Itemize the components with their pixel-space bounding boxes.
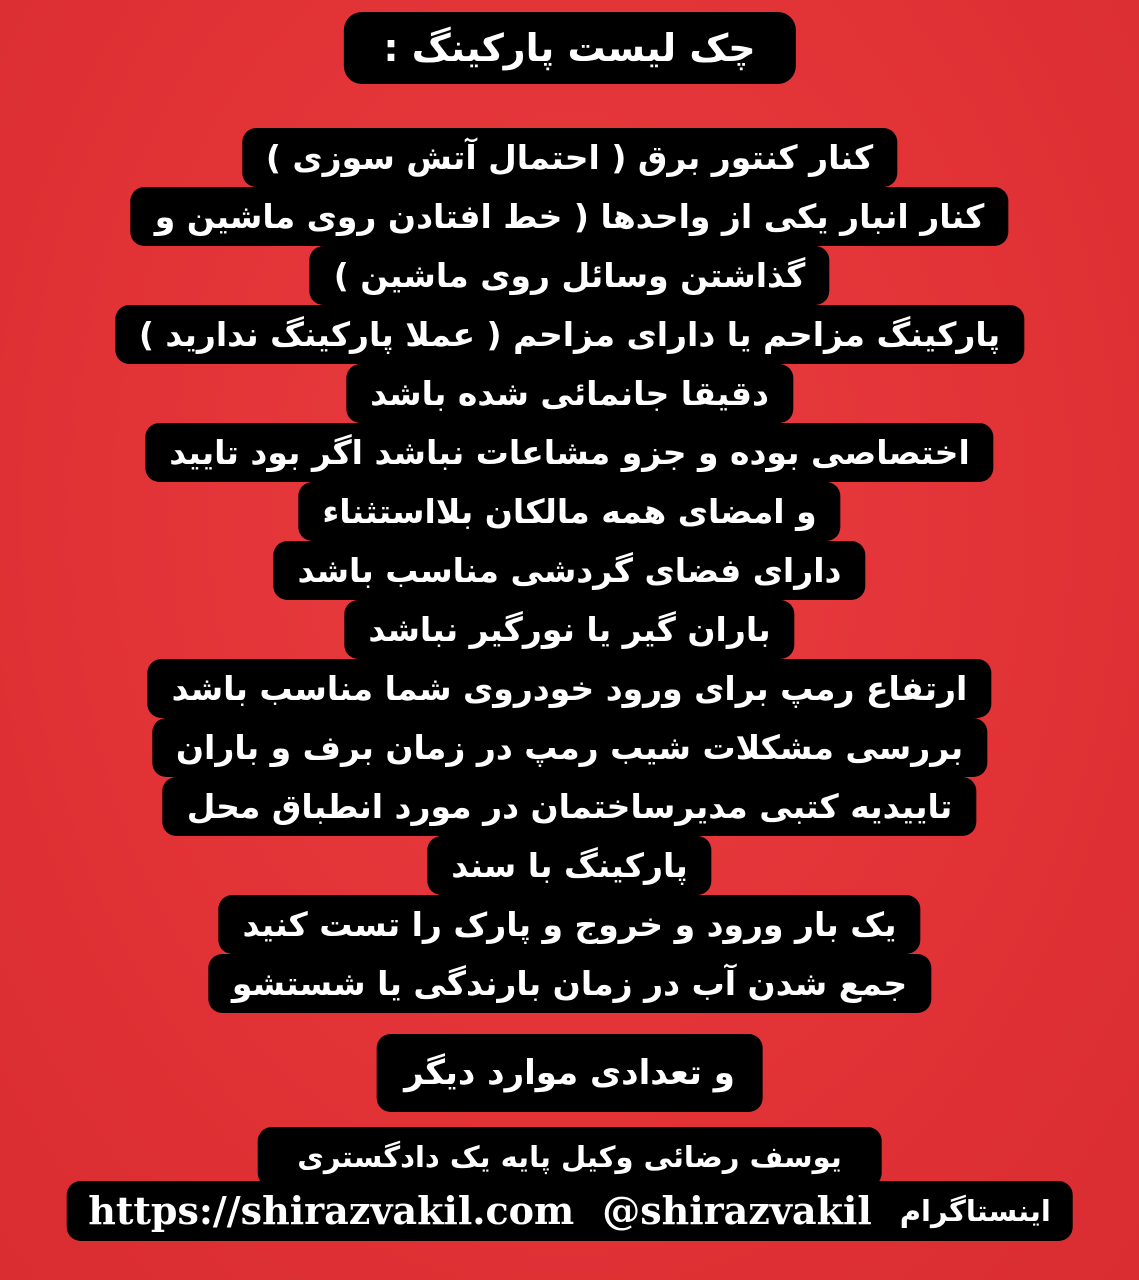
more-items-note: و تعدادی موارد دیگر [376, 1034, 763, 1112]
checklist [115, 128, 1024, 1013]
checklist-line: ارتفاع رمپ برای ورود خودروی شما مناسب باشد [148, 659, 992, 718]
checklist-line: کنار انبار یکی از واحدها ( خط افتادن روی ماشین و [131, 187, 1009, 246]
checklist-line: و امضای همه مالکان بلااستثناء [298, 482, 840, 541]
checklist-line: باران گیر یا نورگیر نباشد [344, 600, 794, 659]
checklist-line: بررسی مشکلات شیب رمپ در زمان برف و باران [152, 718, 987, 777]
more-block [376, 1034, 763, 1112]
checklist-line: پارکینگ مزاحم یا دارای مزاحم ( عملا پارکینگ ندارید ) [115, 305, 1024, 364]
instagram-handle[interactable]: @shirazvakil [602, 1188, 872, 1233]
checklist-line: گذاشتن وسائل روی ماشین ) [310, 246, 830, 305]
footer [66, 1127, 1073, 1241]
checklist-line: کنار کنتور برق ( احتمال آتش سوزی ) [242, 128, 897, 187]
contact-line [66, 1181, 1073, 1241]
checklist-line: دقیقا جانمائی شده باشد [346, 364, 793, 423]
page-title: چک لیست پارکینگ : [343, 12, 795, 84]
checklist-line: اختصاصی بوده و جزو مشاعات نباشد اگر بود تایید [145, 423, 994, 482]
checklist-line: جمع شدن آب در زمان بارندگی یا شستشو [208, 954, 931, 1013]
checklist-line: دارای فضای گردشی مناسب باشد [274, 541, 866, 600]
checklist-line: یک بار ورود و خروج و پارک را تست کنید [219, 895, 921, 954]
title-block [343, 12, 795, 84]
instagram-label: اینستاگرام [899, 1194, 1051, 1228]
website-link[interactable]: https://shirazvakil.com [88, 1188, 575, 1233]
checklist-line: تاییدیه کتبی مدیرساختمان در مورد انطباق محل [163, 777, 977, 836]
author-credit: یوسف رضائی وکیل پایه یک دادگستری [257, 1127, 881, 1187]
checklist-line: پارکینگ با سند [427, 836, 711, 895]
